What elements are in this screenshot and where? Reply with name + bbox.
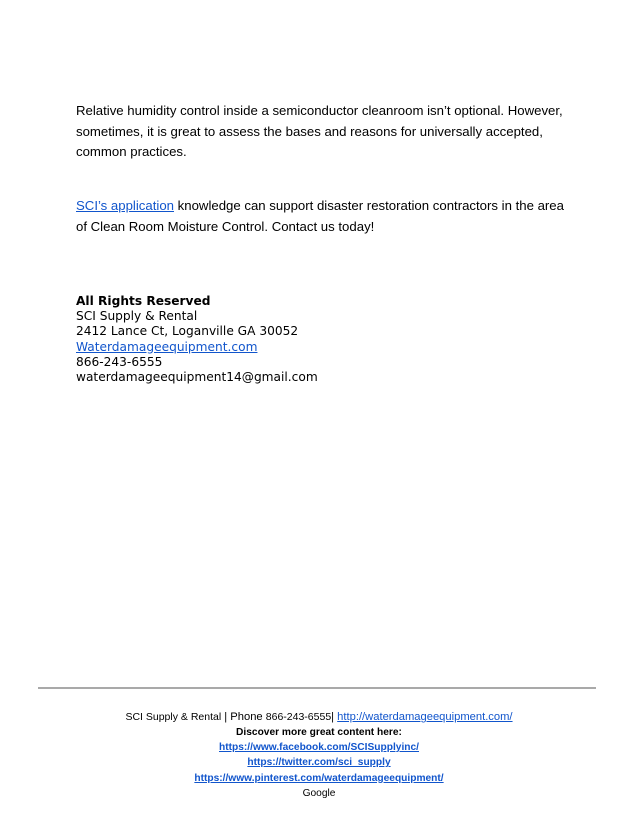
footer-company: SCI Supply & Rental bbox=[125, 711, 222, 723]
footer-separator-2: | bbox=[331, 711, 338, 723]
footer-google: Google bbox=[302, 787, 336, 799]
footer-company-line bbox=[0, 709, 638, 725]
footer-facebook-link[interactable]: https://www.facebook.com/SCISupplyinc/ bbox=[219, 742, 419, 754]
company-address: 2412 Lance Ct, Loganville GA 30052 bbox=[76, 324, 299, 339]
footer-discover: Discover more great content here: bbox=[236, 727, 402, 738]
footer-twitter-link[interactable]: https://twitter.com/sci_supply bbox=[247, 757, 391, 769]
footer-phone-label: Phone bbox=[230, 711, 266, 723]
website-link[interactable]: Waterdamageequipment.com bbox=[76, 339, 258, 354]
contact-email: waterdamageequipment14@gmail.com bbox=[76, 370, 318, 385]
footer-divider bbox=[38, 687, 596, 689]
footer-separator: | bbox=[221, 711, 231, 723]
footer-phone: 866-243-6555 bbox=[265, 711, 332, 723]
contact-block bbox=[76, 294, 318, 385]
rights-heading: All Rights Reserved bbox=[76, 294, 211, 308]
paragraph-application bbox=[76, 196, 576, 237]
application-link[interactable]: SCI’s application bbox=[76, 198, 174, 213]
paragraph-humidity: Relative humidity control inside a semiconductor cleanroom isn’t optional. However, sometimes, it is great to assess the bases and reasons for universally accepted, common practices. bbox=[76, 103, 563, 159]
footer-pinterest-link[interactable]: https://www.pinterest.com/waterdamageequipment/ bbox=[194, 772, 444, 784]
paragraph-application-text: knowledge can support disaster restoration contractors in the area of Clean Room Moisture Control. Contact us today! bbox=[76, 198, 564, 234]
page-footer bbox=[0, 709, 638, 801]
contact-phone: 866-243-6555 bbox=[76, 354, 163, 369]
company-name: SCI Supply & Rental bbox=[76, 309, 198, 324]
footer-website-link[interactable]: http://waterdamageequipment.com/ bbox=[337, 711, 513, 723]
